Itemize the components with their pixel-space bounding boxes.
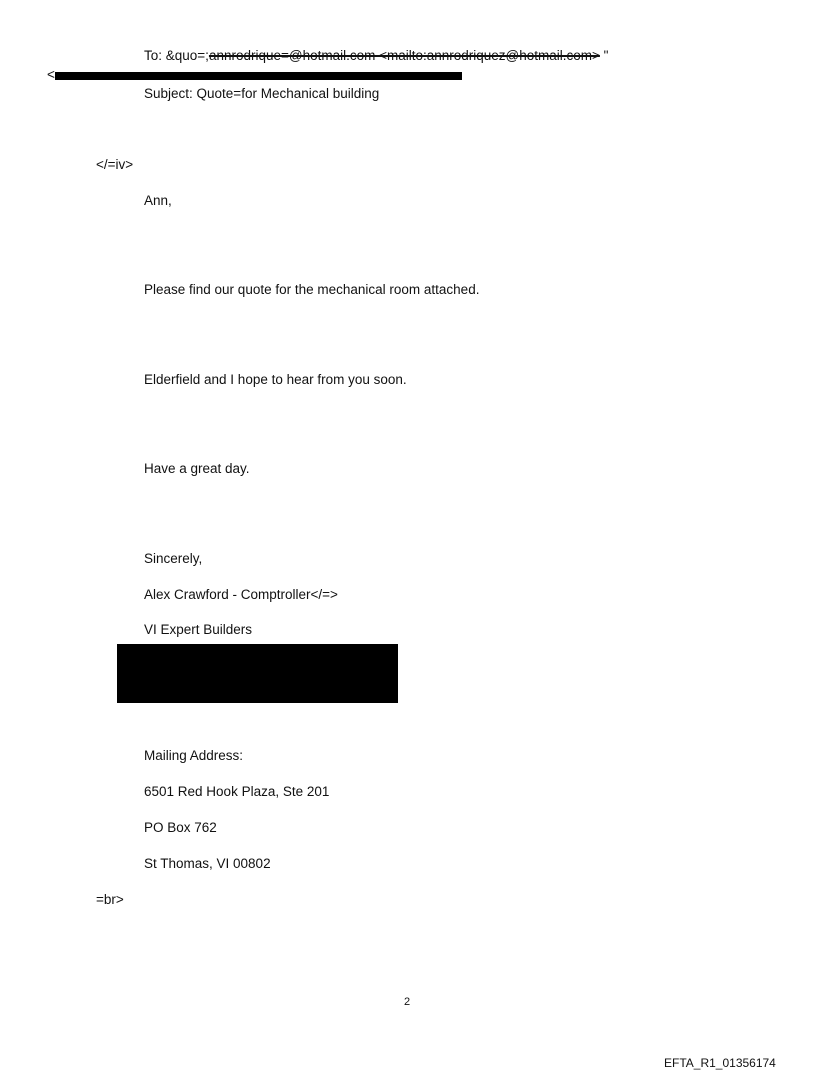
greeting: Ann, [144, 193, 172, 208]
markup-br-fragment: =br> [96, 892, 124, 907]
to-email-struck: annrodrique=@hotmail.com <mailto:annrodriquez@hotmail.com> [208, 48, 600, 63]
markup-div-fragment: </=iv> [96, 157, 134, 172]
address-line-1: 6501 Red Hook Plaza, Ste 201 [144, 784, 330, 799]
company-name: VI Expert Builders [144, 622, 253, 637]
address-label: Mailing Address: [144, 748, 244, 763]
to-suffix: " [599, 48, 609, 63]
to-prefix: To: &quo=; [144, 48, 209, 63]
second-line-prefix: < [47, 67, 55, 82]
signer-name: Alex Crawford - Comptroller</=> [144, 587, 338, 602]
redaction-block [117, 644, 398, 703]
closing: Sincerely, [144, 551, 203, 566]
redaction-bar [55, 72, 462, 80]
page-number: 2 [404, 996, 411, 1008]
subject-line: Subject: Quote=for Mechanical building [144, 86, 380, 101]
body-paragraph-2: Elderfield and I hope to hear from you soon. [144, 372, 407, 387]
bates-number: EFTA_R1_01356174 [664, 1056, 776, 1070]
to-line [144, 48, 608, 64]
address-line-2: PO Box 762 [144, 820, 217, 835]
address-line-3: St Thomas, VI 00802 [144, 856, 271, 871]
body-paragraph-1: Please find our quote for the mechanical room attached. [144, 282, 480, 297]
body-paragraph-3: Have a great day. [144, 461, 250, 476]
